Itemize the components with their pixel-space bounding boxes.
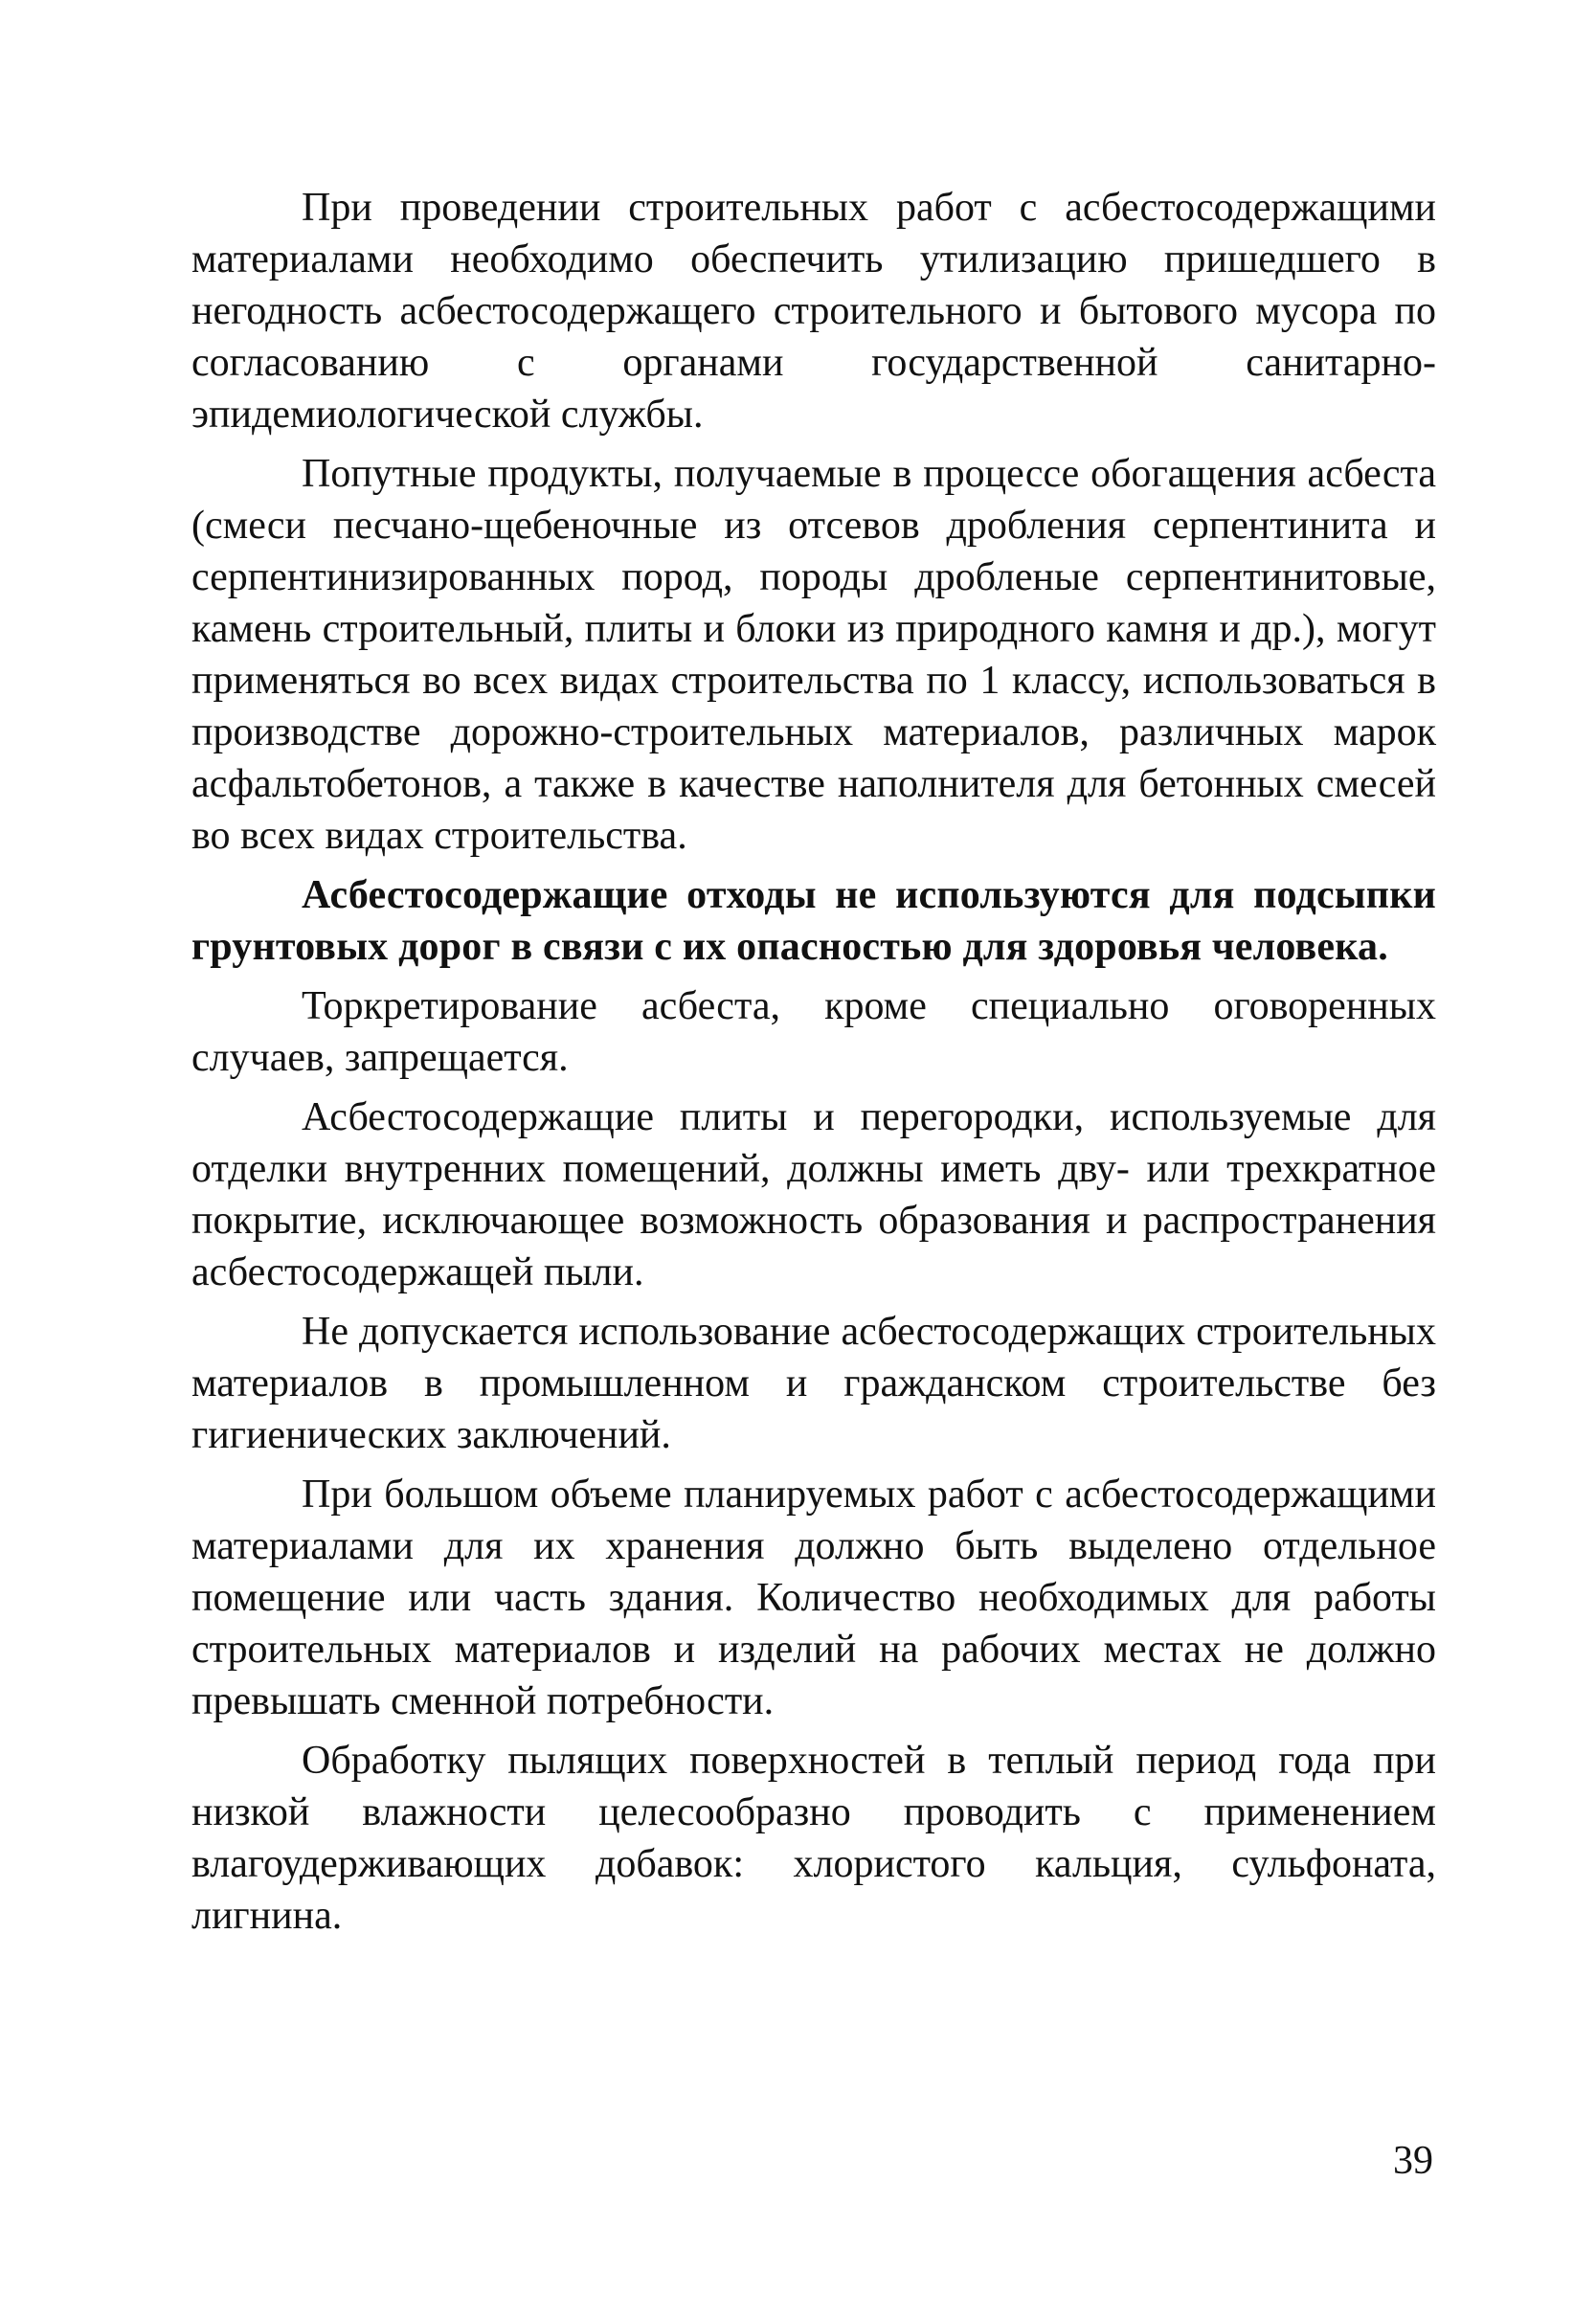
paragraph-road-warning: Асбестосодержащие отходы не используются для подсыпки грунтовых дорог в связи с их опасностью для здоровья человека. bbox=[191, 873, 1436, 969]
paragraph-byproducts: Попутные продукты, получаемые в процессе обогащения асбеста (смеси песчано-щебеночные из отсевов дробления серпентинита и серпентинизированных пород, породы дробленые серпентинитовые, камень строительный, плиты и блоки из природного камня и др.), могут применяться во всех видах строительства по 1 классу, использоваться в производстве дорожно-строительных материалов, различных марок асфальтобетонов, а также в качестве наполнителя для бетонных смесей во всех видах строительства. bbox=[191, 452, 1436, 858]
body-text bbox=[191, 182, 1436, 1942]
page-number: 39 bbox=[1393, 2139, 1433, 2183]
paragraph-hygienic-conclusion: Не допускается использование асбестосодержащих строительных материалов в промышленном и гражданском строительстве без гигиенических заключений. bbox=[191, 1310, 1436, 1457]
paragraph-panels-coating: Асбестосодержащие плиты и перегородки, используемые для отделки внутренних помещений, должны иметь дву- или трехкратное покрытие, исключающее возможность образования и распространения асбестосодержащей пыли. bbox=[191, 1095, 1436, 1294]
paragraph-dust-treatment: Обработку пылящих поверхностей в теплый период года при низкой влажности целесообразно проводить с применением влагоудерживающих добавок: хлористого кальция, сульфоната, лигнина. bbox=[191, 1739, 1436, 1938]
paragraph-storage: При большом объеме планируемых работ с асбестосодержащими материалами для их хранения должно быть выделено отдельное помещение или часть здания. Количество необходимых для работы строительных материалов и изделий на рабочих местах не должно превышать сменной потребности. bbox=[191, 1473, 1436, 1723]
paragraph-waste-disposal: При проведении строительных работ с асбестосодержащими материалами необходимо обеспечить утилизацию пришедшего в негодность асбестосодержащего строительного и бытового мусора по согласованию с органами государственной санитарно-эпидемиологической службы. bbox=[191, 186, 1436, 437]
paragraph-shotcrete: Торкретирование асбеста, кроме специально оговоренных случаев, запрещается. bbox=[191, 984, 1436, 1080]
